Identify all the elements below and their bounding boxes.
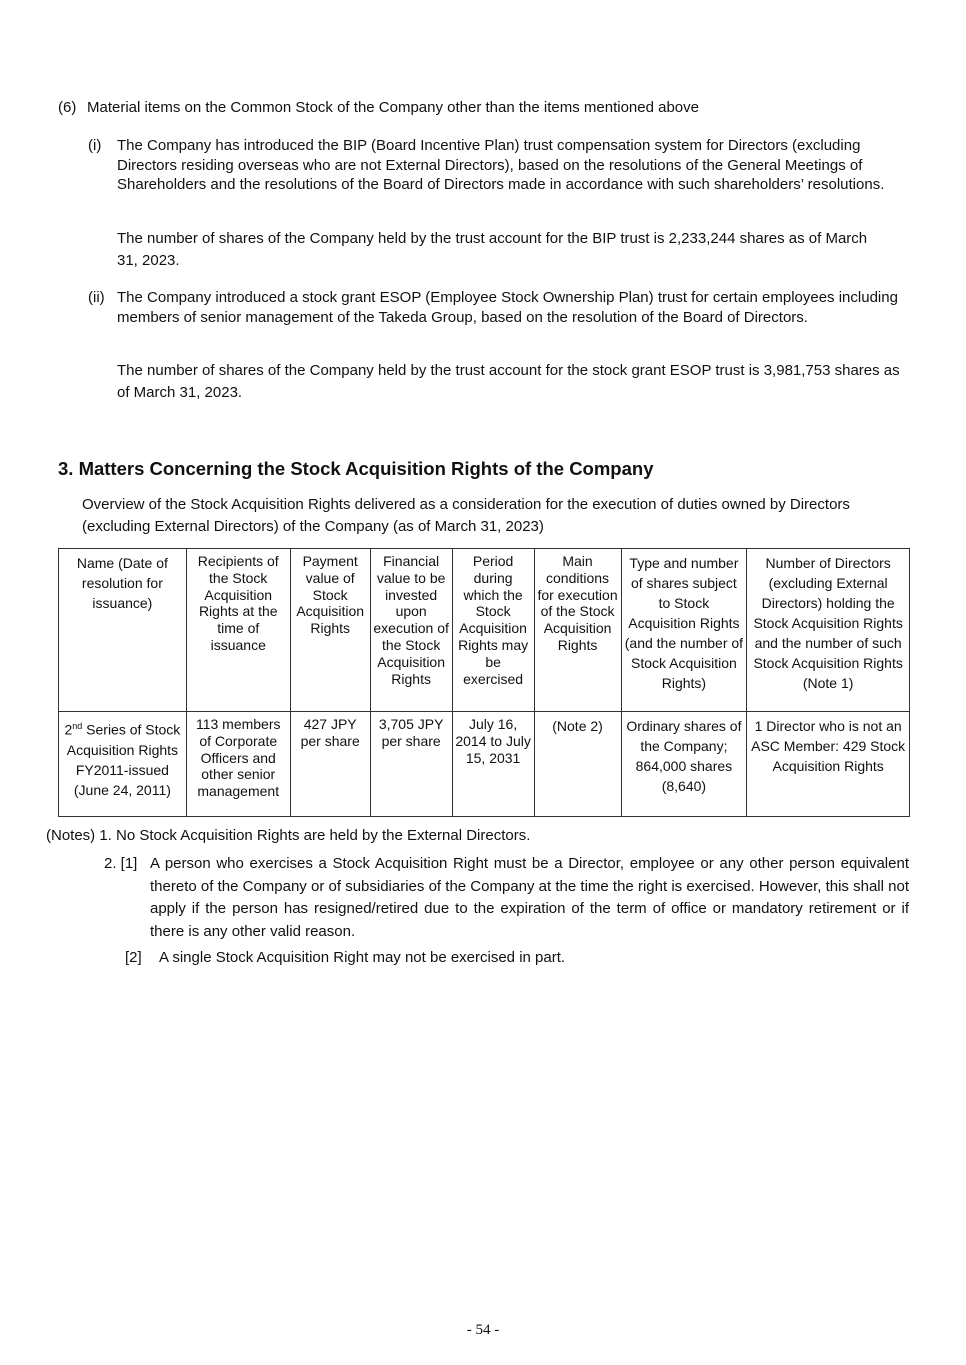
item-i-shares: The number of shares of the Company held by the trust account for the BIP trust is 2,233,244 shares as of March 31, 2023. [117,230,868,269]
series-name: Series of Stock Acquisition Rights FY2011-issued (June 24, 2011) [66,721,181,798]
name-cell [59,712,187,817]
note-1: (Notes) 1. No Stock Acquisition Rights are held by the External Directors. [46,827,531,844]
header-cell: Financial value to be invested upon execution of the Stock Acquisition Rights [370,549,452,712]
header-cell: Period during which the Stock Acquisition Rights may be exercised [452,549,534,712]
table-cell: 3,705 JPY per share [370,712,452,817]
header-cell: Main conditions for execution of the Stock Acquisition Rights [534,549,621,712]
item-i-text: The Company has introduced the BIP (Board Incentive Plan) trust compensation system for Directors (excluding Directors residing overseas who are not External Directors), based on the resolutions of the General Meetings of Shareholders and the resolutions of the Board of Directors made in accordance with such shareholders’ resolutions. [117,137,885,193]
series-number: 2 [64,721,73,738]
item-ii-number: (ii) [88,289,105,306]
note-2-text: A person who exercises a Stock Acquisition Right must be a Director, employee or any other person equivalent thereto of the Company or of subsidiaries of the Company at the time the right is exercised. However, this shall not apply if the person has resigned/retired due to the expiration of the term of office or mandatory retirement or if there is any other valid reason. [150,855,909,940]
table-cell: 427 JPY per share [290,712,370,817]
header-cell: Type and number of shares subject to Stock Acquisition Rights (and the number of Stock Acquisition Rights) [621,549,747,712]
table-cell: 1 Director who is not an ASC Member: 429 Stock Acquisition Rights [747,712,910,817]
header-cell: Payment value of Stock Acquisition Rights [290,549,370,712]
section6-number: (6) [58,99,77,116]
section6-heading: Material items on the Common Stock of the Company other than the items mentioned above [87,99,699,116]
stock-acquisition-rights-table [58,548,910,817]
note-3-text: A single Stock Acquisition Right may not be exercised in part. [159,949,566,966]
note-3-number: [2] [125,949,142,966]
table-header-row [59,549,910,712]
note-2-number: 2. [1] [104,855,138,872]
header-cell: Recipients of the Stock Acquisition Rights at the time of issuance [186,549,290,712]
table-cell: July 16, 2014 to July 15, 2031 [452,712,534,817]
table-cell: 113 members of Corporate Officers and other senior management [186,712,290,817]
page-number: - 54 - [466,1322,500,1338]
section3-intro: Overview of the Stock Acquisition Rights delivered as a consideration for the execution of duties owned by Directors (excluding External Directors) of the Company (as of March 31, 2023) [82,496,850,535]
header-cell: Number of Directors (excluding External Directors) holding the Stock Acquisition Rights and the number of such Stock Acquisition Rights (Note 1) [747,549,910,712]
item-i-number: (i) [88,137,102,154]
series-suffix: nd [72,721,83,731]
item-ii-shares: The number of shares of the Company held by the trust account for the stock grant ESOP trust is 3,981,753 shares as of March 31, 2023. [117,362,900,401]
table-cell: (Note 2) [534,712,621,817]
table-row [59,712,910,817]
section3-title: 3. Matters Concerning the Stock Acquisition Rights of the Company [58,458,654,479]
header-cell: Name (Date of resolution for issuance) [59,549,187,712]
item-ii-text: The Company introduced a stock grant ESOP (Employee Stock Ownership Plan) trust for certain employees including members of senior management of the Takeda Group, based on the resolution of the Board of Directors. [117,289,898,326]
table-cell: Ordinary shares of the Company; 864,000 shares (8,640) [621,712,747,817]
